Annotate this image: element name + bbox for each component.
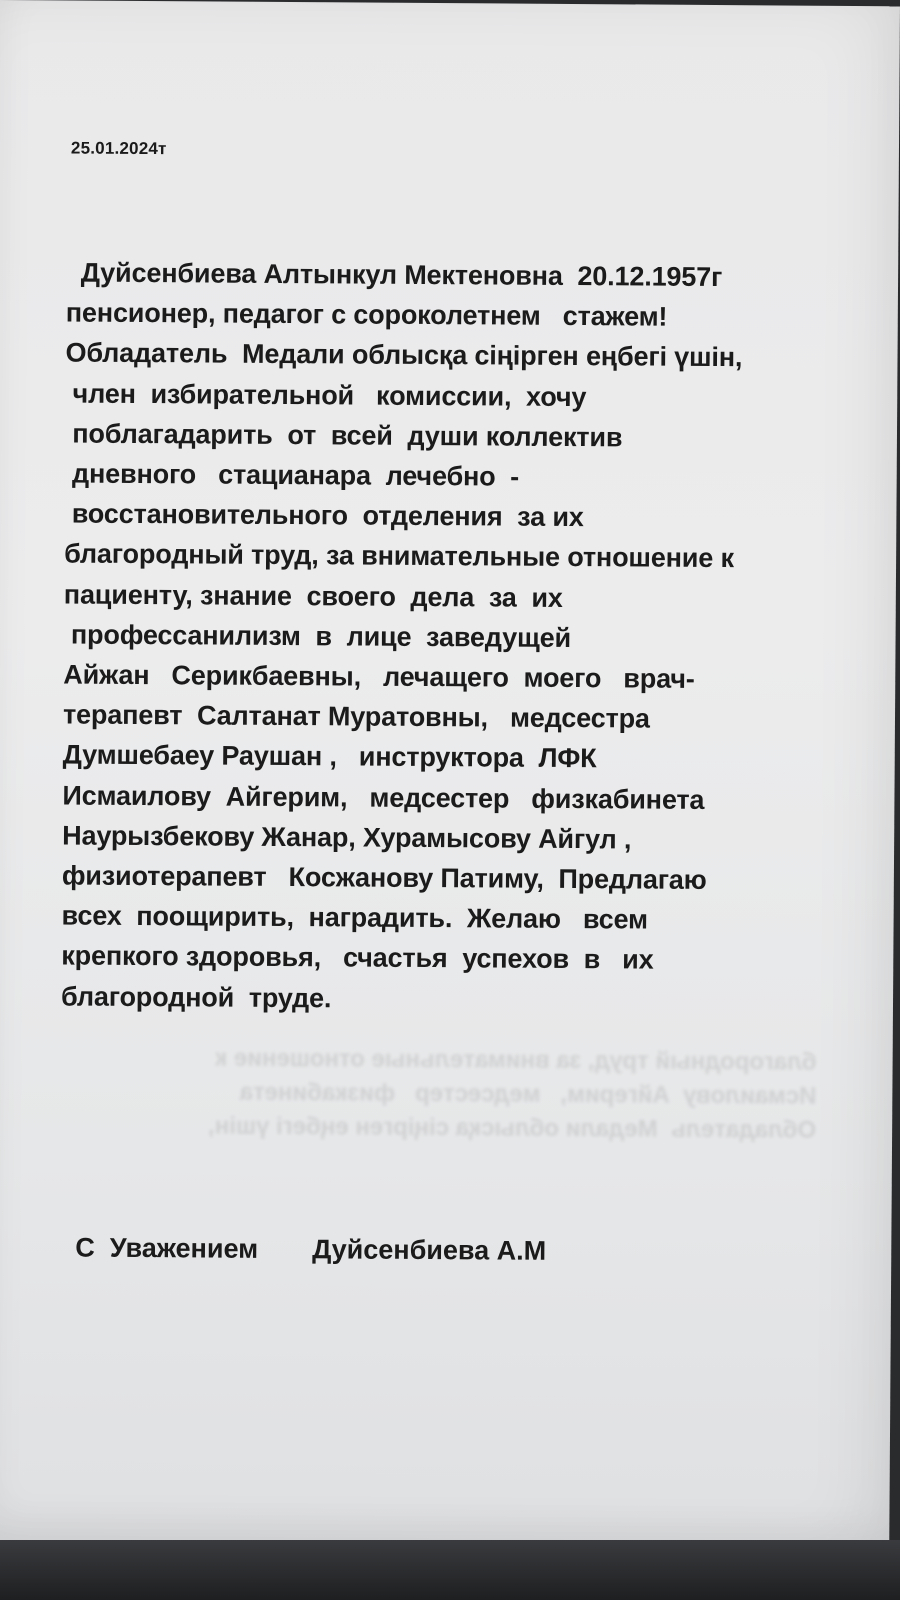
letter-date: 25.01.2024т	[70, 138, 167, 159]
body-line: Думшебаеу Раушан , инструктора ЛФК	[62, 739, 597, 774]
body-line: Обладатель Медали облысқа сіңірген еңбегі үшін,	[65, 337, 743, 373]
body-line: профессанилизм в лице заведущей	[63, 619, 572, 653]
table-surface	[0, 1540, 900, 1600]
body-line: Исмаилову Айгерим, медсестер физкабинета	[62, 780, 705, 815]
show-through-line: благородный труд, за внимательные отношение к	[215, 1044, 817, 1076]
body-line: физиотерапевт Косжанову Патиму, Предлагаю	[61, 860, 707, 896]
body-line: Дуйсенбиева Алтынкул Мектеновна 20.12.1957г	[65, 257, 723, 293]
body-line: поблагадарить от всей души коллектив	[64, 418, 623, 453]
body-line: терапевт Салтанат Муратовны, медсестра	[62, 699, 650, 734]
body-line: Наурызбекову Жанар, Хурамысову Айгул ,	[62, 820, 632, 855]
letter-body	[61, 252, 856, 1021]
body-line: член избирательной комиссии, хочу	[65, 378, 587, 412]
show-through-text	[56, 1040, 817, 1147]
body-line: дневного стацианара лечебно -	[64, 458, 520, 492]
signer-name: Дуйсенбиева А.М	[312, 1234, 547, 1266]
body-line: крепкого здоровья, счастья успехов в их	[61, 940, 654, 976]
show-through-line: Исмаилову Айгерим, медсестер физкабинета	[239, 1078, 817, 1110]
body-line: благородный труд, за внимательные отношение к	[64, 538, 735, 574]
body-line: всех поощирить, наградить. Желаю всем	[61, 900, 648, 935]
closing-phrase: С Уважением	[75, 1232, 259, 1264]
body-line: пациенту, знание своего дела за их	[63, 579, 563, 613]
show-through-line: Обладатель Медали облысқа сіңірген еңбегі үшін,	[208, 1112, 817, 1144]
body-line: восстановительного отделения за их	[64, 498, 584, 533]
signature-block	[75, 1233, 546, 1267]
body-line: Айжан Серикбаевны, лечащего моего врач-	[63, 659, 695, 694]
body-line: благородной труде.	[60, 981, 332, 1013]
body-line: пенсионер, педагог с сороколетнем стажем!	[65, 297, 668, 332]
